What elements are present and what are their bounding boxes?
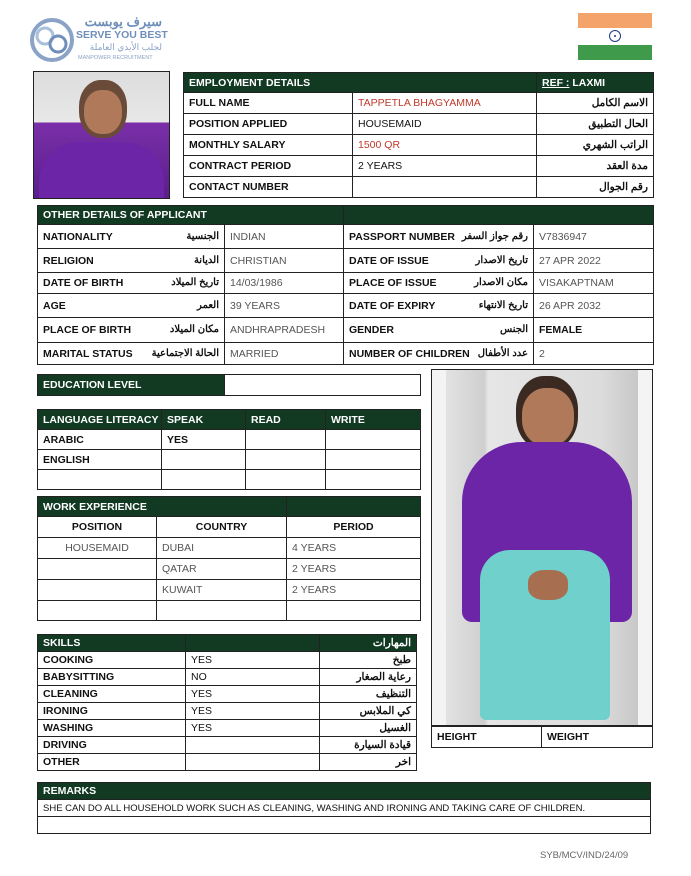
detail-label-ar: الجنسية [186,230,219,242]
detail-label: NATIONALITY [43,230,113,243]
detail-value: FEMALE [534,318,654,343]
contact-label: CONTACT NUMBER [184,177,353,198]
employment-table [183,72,654,198]
language-cell: ARABIC [38,430,162,450]
full-name-label: FULL NAME [184,93,353,114]
logo-arabic: سيرف يوبست [84,14,162,29]
detail-label-cell [38,225,225,249]
chakra-icon [608,29,622,43]
detail-value: 27 APR 2022 [534,249,654,273]
work-header-country: COUNTRY [157,517,287,538]
detail-label-ar: مكان الاصدار [474,277,529,288]
work-cell: HOUSEMAID [38,538,157,559]
india-flag [578,13,652,60]
weight-label: WEIGHT [542,726,653,748]
detail-value: 14/03/1986 [225,273,344,294]
skill-value: YES [186,720,320,737]
work-cell: DUBAI [157,538,287,559]
education-value [225,375,421,396]
company-logo [30,14,170,66]
applicant-photo-small [33,71,170,199]
skill-ar: الغسيل [320,720,417,737]
skill-name: OTHER [38,754,186,771]
detail-label: DATE OF ISSUE [349,254,429,267]
contract-label: CONTRACT PERIOD [184,156,353,177]
language-cell [246,450,326,470]
skill-name: COOKING [38,652,186,669]
contract-ar: مدة العقد [537,156,654,177]
salary-value: 1500 QR [353,135,537,156]
detail-label-ar: الحالة الاجتماعية [151,347,219,359]
work-experience-table [37,496,421,621]
logo-sub: MANPOWER RECRUITMENT [78,55,153,61]
detail-label: PLACE OF ISSUE [349,277,437,289]
work-cell: 2 YEARS [287,580,421,601]
language-header-speak: SPEAK [162,410,246,430]
education-title: EDUCATION LEVEL [38,375,225,396]
skill-ar: كي الملابس [320,703,417,720]
logo-arabic-sub: لجلب الأيدي العاملة [89,42,162,52]
skill-name: IRONING [38,703,186,720]
detail-label-cell [38,318,225,343]
language-table [37,409,421,490]
detail-label: GENDER [349,324,394,336]
language-header-read: READ [246,410,326,430]
detail-label-ar: عدد الأطفال [477,347,529,359]
salary-label: MONTHLY SALARY [184,135,353,156]
language-header-write: WRITE [326,410,421,430]
ref-label: REF : [542,76,570,89]
detail-label: PLACE OF BIRTH [43,324,132,336]
work-cell: KUWAIT [157,580,287,601]
detail-label-cell [344,249,534,273]
work-header-position: POSITION [38,517,157,538]
detail-label-ar: رقم جواز السفر [461,230,529,242]
skill-name: WASHING [38,720,186,737]
measurements-table [431,725,653,748]
height-label: HEIGHT [432,726,542,748]
skill-name: BABYSITTING [38,669,186,686]
detail-label-cell [38,273,225,294]
other-details-title: OTHER DETAILS OF APPLICANT [38,206,344,225]
skill-value: YES [186,703,320,720]
detail-label: AGE [43,299,66,312]
work-cell: QATAR [157,559,287,580]
skill-ar: التنظيف [320,686,417,703]
detail-label-ar: تاريخ الاصدار [475,254,529,266]
skill-value: YES [186,652,320,669]
detail-label: MARITAL STATUS [43,347,133,360]
full-name-ar: الاسم الكامل [537,93,654,114]
remarks-text: SHE CAN DO ALL HOUSEHOLD WORK SUCH AS CLEANING, WASHING AND IRONING AND TAKING CARE OF CHILDREN. [38,800,651,817]
detail-label: DATE OF BIRTH [43,277,124,289]
position-value: HOUSEMAID [353,114,537,135]
detail-value: CHRISTIAN [225,249,344,273]
detail-value: VISAKAPTNAM [534,273,654,294]
language-cell: YES [162,430,246,450]
detail-label: RELIGION [43,254,94,267]
position-label: POSITION APPLIED [184,114,353,135]
skills-title-ar: المهارات [320,635,417,652]
contract-value: 2 YEARS [353,156,537,177]
work-title: WORK EXPERIENCE [38,497,287,517]
detail-value: 39 YEARS [225,294,344,318]
skill-ar: قيادة السيارة [320,737,417,754]
detail-value: 2 [534,343,654,365]
contact-ar: رقم الجوال [537,177,654,198]
detail-label: NUMBER OF CHILDREN [349,347,470,360]
detail-label-ar: تاريخ الميلاد [171,277,219,288]
skills-table [37,634,417,771]
skills-title: SKILLS [38,635,186,652]
contact-value [353,177,537,198]
skill-value: YES [186,686,320,703]
salary-ar: الراتب الشهري [537,135,654,156]
detail-label-cell [344,343,534,365]
ref-value: LAXMI [572,76,606,89]
remarks-table [37,782,651,834]
skill-ar: رعاية الصغار [320,669,417,686]
detail-label: DATE OF EXPIRY [349,299,436,312]
detail-label-ar: مكان الميلاد [169,324,219,335]
remarks-title: REMARKS [38,783,651,800]
education-table [37,374,421,396]
detail-label-cell [344,294,534,318]
detail-label-ar: الديانة [193,254,219,266]
detail-label-cell [344,225,534,249]
skill-name: DRIVING [38,737,186,754]
detail-value: MARRIED [225,343,344,365]
language-header-literacy: LANGUAGE LITERACY [38,410,162,430]
other-details-table [37,205,654,365]
language-cell [246,430,326,450]
skill-value [186,754,320,771]
detail-label-cell [38,249,225,273]
full-name-value: TAPPETLA BHAGYAMMA [353,93,537,114]
detail-label-ar: الجنس [499,324,529,335]
language-cell: ENGLISH [38,450,162,470]
footer-code: SYB/MCV/IND/24/09 [540,850,629,861]
logo-emblem-icon [30,16,74,64]
detail-label-cell [38,294,225,318]
skill-value: NO [186,669,320,686]
work-cell: 4 YEARS [287,538,421,559]
detail-label-ar: تاريخ الانتهاء [478,299,529,311]
skill-ar: طبخ [320,652,417,669]
detail-label-cell [344,318,534,343]
skill-value [186,737,320,754]
detail-label: PASSPORT NUMBER [349,230,455,243]
employment-title: EMPLOYMENT DETAILS [184,73,537,93]
language-cell [326,430,421,450]
detail-value: INDIAN [225,225,344,249]
skill-name: CLEANING [38,686,186,703]
detail-label-cell [38,343,225,365]
logo-name: SERVE YOU BEST [76,29,168,41]
language-cell [326,450,421,470]
position-ar: الحال التطبيق [537,114,654,135]
language-cell [162,450,246,470]
detail-value: V7836947 [534,225,654,249]
detail-value: ANDHRAPRADESH [225,318,344,343]
work-cell [38,580,157,601]
applicant-photo-full [431,369,653,727]
detail-value: 26 APR 2032 [534,294,654,318]
work-cell: 2 YEARS [287,559,421,580]
work-cell [38,559,157,580]
work-header-period: PERIOD [287,517,421,538]
detail-label-ar: العمر [197,299,219,311]
detail-label-cell [344,273,534,294]
skill-ar: اخر [320,754,417,771]
